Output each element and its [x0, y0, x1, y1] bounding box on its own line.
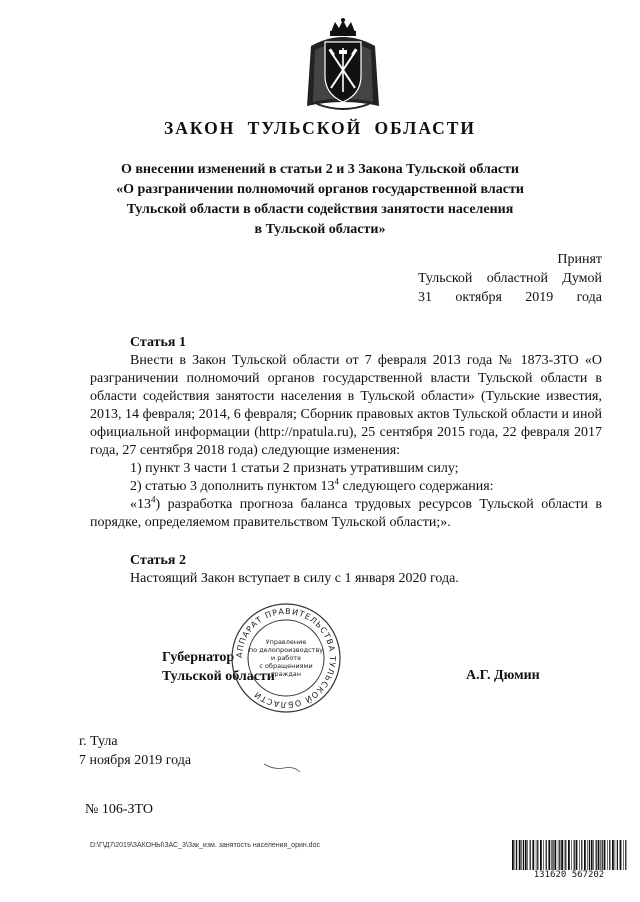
official-stamp [230, 602, 342, 714]
article-item: 2) статью 3 дополнить пунктом $13^4$ следующего содержания: [130, 476, 494, 494]
svg-text:граждан: граждан [270, 670, 302, 678]
adoption-note [418, 250, 602, 307]
svg-text:Управление: Управление [265, 638, 307, 646]
governor-name: А.Г. Дюмин [466, 668, 540, 683]
place-and-date [79, 732, 191, 770]
barcode-number: 131620 567202 [510, 870, 628, 880]
subject-line: в Тульской области» [254, 222, 386, 237]
signing-date: 7 ноября 2019 года [79, 753, 192, 768]
article-item: «$13^4$) разработка прогноза баланса трудовых ресурсов Тульской области в порядке, определяемом правительством Тульской области;». [90, 494, 602, 530]
article-1 [90, 334, 602, 532]
svg-text:по делопроизводству: по делопроизводству [248, 646, 324, 654]
subject-line: Тульской области в области содействия занятости населения [126, 202, 514, 217]
svg-text:с обращениями: с обращениями [259, 662, 313, 670]
article-2 [90, 552, 602, 588]
handwritten-signature [262, 760, 302, 774]
law-number: № 106-ЗТО [85, 802, 154, 817]
coat-of-arms-icon [303, 18, 383, 116]
article-item: 1) пункт 3 части 1 статьи 2 признать утратившим силу; [130, 461, 459, 476]
file-path: D:\Г\Д7\2019\ЗАКОНЫ\ЗАС_3\Зак_изм. занятость населения_орин.doc [90, 842, 320, 849]
subject-line: О внесении изменений в статьи 2 и 3 Закона Тульской области [120, 162, 519, 177]
article-heading: Статья 2 [130, 553, 186, 568]
article-paragraph: Внести в Закон Тульской области от 7 февраля 2013 года № 1873-ЗТО «О разграничении полномочий органов государственной власти Тульской области в области содействия занятости населения в Тульской области» (Тульские известия, 2013, 14 февраля; 2014, 6 февраля; Сборник правовых актов Тульской области и иной официальной информации (http://npatula.ru), 25 сентября 2015 года, 22 февраля 2017 года, 27 сентября 2018 года) следующие изменения: [90, 353, 602, 458]
adopted-label: Принят [557, 252, 602, 267]
governor-title: Губернатор Тульской области [162, 650, 275, 684]
adopted-date: 31 октября 2019 года [418, 290, 602, 305]
stamp-ring-text: АППАРАТ ПРАВИТЕЛЬСТВА ТУЛЬСКОЙ ОБЛАСТИ [234, 606, 338, 710]
law-subject [100, 160, 540, 240]
law-title: ЗАКОН ТУЛЬСКОЙ ОБЛАСТИ [163, 118, 477, 138]
article-heading: Статья 1 [130, 335, 186, 350]
city: г. Тула [79, 734, 118, 749]
article-paragraph: Настоящий Закон вступает в силу с 1 января 2020 года. [130, 571, 459, 586]
svg-text:и работе: и работе [270, 654, 302, 662]
adopted-by: Тульской областной Думой [418, 271, 602, 286]
subject-line: «О разграничении полномочий органов государственной власти [116, 182, 524, 197]
